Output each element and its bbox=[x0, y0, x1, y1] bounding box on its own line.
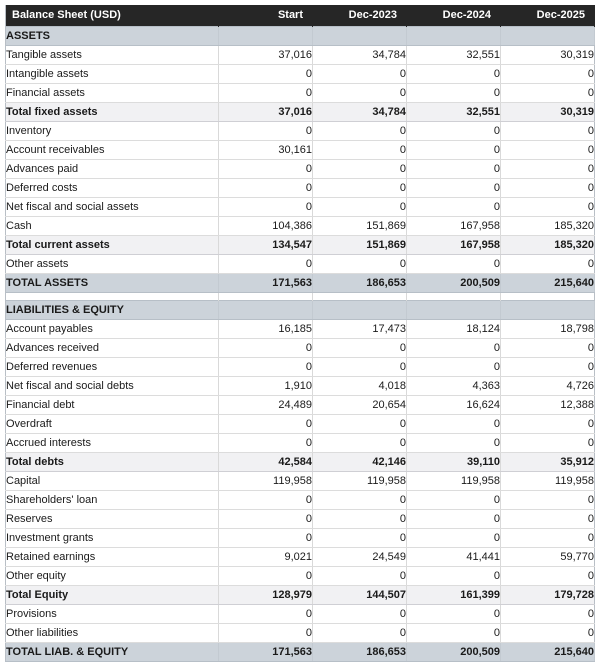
row-value: 0 bbox=[407, 529, 501, 548]
row-value: 179,728 bbox=[501, 586, 595, 605]
row-value: 0 bbox=[219, 198, 313, 217]
row-value: 37,016 bbox=[219, 103, 313, 122]
row-label: Deferred revenues bbox=[6, 358, 219, 377]
row-value: 18,124 bbox=[407, 320, 501, 339]
row-value: 0 bbox=[219, 179, 313, 198]
row-value: 0 bbox=[313, 358, 407, 377]
table-row bbox=[6, 624, 595, 643]
row-value: 4,363 bbox=[407, 377, 501, 396]
subtotal-row bbox=[6, 453, 595, 472]
row-label: Other equity bbox=[6, 567, 219, 586]
table-row bbox=[6, 491, 595, 510]
row-value: 134,547 bbox=[219, 236, 313, 255]
row-value: 0 bbox=[501, 198, 595, 217]
table-row bbox=[6, 122, 595, 141]
row-value: 0 bbox=[501, 567, 595, 586]
row-value: 119,958 bbox=[219, 472, 313, 491]
row-value: 0 bbox=[407, 567, 501, 586]
row-value: 0 bbox=[219, 434, 313, 453]
column-header-dec-2024: Dec-2024 bbox=[407, 5, 501, 27]
row-value: 30,161 bbox=[219, 141, 313, 160]
row-value: 0 bbox=[219, 510, 313, 529]
balance-sheet-container bbox=[5, 5, 594, 662]
table-row bbox=[6, 396, 595, 415]
row-label: Total Equity bbox=[6, 586, 219, 605]
row-value: 0 bbox=[501, 415, 595, 434]
table-row bbox=[6, 358, 595, 377]
row-value: 34,784 bbox=[313, 103, 407, 122]
row-value: 0 bbox=[501, 255, 595, 274]
row-value: 128,979 bbox=[219, 586, 313, 605]
row-value: 215,640 bbox=[501, 643, 595, 662]
row-value: 0 bbox=[219, 339, 313, 358]
row-value: 0 bbox=[407, 415, 501, 434]
row-value: 0 bbox=[501, 510, 595, 529]
row-value: 32,551 bbox=[407, 103, 501, 122]
row-value: 0 bbox=[407, 510, 501, 529]
row-value: 9,021 bbox=[219, 548, 313, 567]
row-value: 171,563 bbox=[219, 274, 313, 293]
row-value: 0 bbox=[313, 84, 407, 103]
row-value: 0 bbox=[313, 179, 407, 198]
table-row bbox=[6, 377, 595, 396]
table-row bbox=[6, 141, 595, 160]
row-value: 0 bbox=[501, 160, 595, 179]
row-label: Inventory bbox=[6, 122, 219, 141]
row-value: 185,320 bbox=[501, 236, 595, 255]
row-value bbox=[313, 301, 407, 320]
row-label: Total debts bbox=[6, 453, 219, 472]
row-value: 0 bbox=[501, 122, 595, 141]
table-row bbox=[6, 65, 595, 84]
row-value: 0 bbox=[313, 198, 407, 217]
row-value: 0 bbox=[407, 198, 501, 217]
row-value: 0 bbox=[219, 415, 313, 434]
section-row bbox=[6, 27, 595, 46]
row-value: 185,320 bbox=[501, 217, 595, 236]
section-row bbox=[6, 643, 595, 662]
table-row bbox=[6, 472, 595, 491]
row-value: 0 bbox=[407, 605, 501, 624]
row-value bbox=[219, 27, 313, 46]
row-label: Total current assets bbox=[6, 236, 219, 255]
row-label: Financial assets bbox=[6, 84, 219, 103]
table-row bbox=[6, 605, 595, 624]
row-value: 0 bbox=[219, 358, 313, 377]
row-label: Retained earnings bbox=[6, 548, 219, 567]
row-value: 4,018 bbox=[313, 377, 407, 396]
row-value: 0 bbox=[501, 358, 595, 377]
row-value: 37,016 bbox=[219, 46, 313, 65]
row-value: 119,958 bbox=[407, 472, 501, 491]
row-value: 0 bbox=[407, 358, 501, 377]
table-header bbox=[6, 5, 595, 27]
row-value: 0 bbox=[219, 84, 313, 103]
row-label: Investment grants bbox=[6, 529, 219, 548]
row-value: 0 bbox=[501, 84, 595, 103]
column-header-dec-2023: Dec-2023 bbox=[313, 5, 407, 27]
row-label: Net fiscal and social debts bbox=[6, 377, 219, 396]
table-row bbox=[6, 339, 595, 358]
row-label: Financial debt bbox=[6, 396, 219, 415]
row-value: 167,958 bbox=[407, 236, 501, 255]
row-value bbox=[313, 293, 407, 301]
row-value: 0 bbox=[501, 624, 595, 643]
row-value: 0 bbox=[501, 434, 595, 453]
row-value: 0 bbox=[313, 434, 407, 453]
row-value: 0 bbox=[407, 84, 501, 103]
row-label bbox=[6, 293, 219, 301]
row-value: 42,146 bbox=[313, 453, 407, 472]
section-row bbox=[6, 301, 595, 320]
row-label: Cash bbox=[6, 217, 219, 236]
row-label: Reserves bbox=[6, 510, 219, 529]
row-value: 39,110 bbox=[407, 453, 501, 472]
row-value: 151,869 bbox=[313, 236, 407, 255]
table-row bbox=[6, 567, 595, 586]
balance-sheet-table bbox=[5, 5, 595, 662]
row-value: 0 bbox=[407, 339, 501, 358]
row-value: 0 bbox=[407, 141, 501, 160]
section-row bbox=[6, 274, 595, 293]
row-value: 34,784 bbox=[313, 46, 407, 65]
row-label: Account receivables bbox=[6, 141, 219, 160]
row-value: 0 bbox=[219, 160, 313, 179]
row-label: Shareholders' loan bbox=[6, 491, 219, 510]
row-value: 0 bbox=[313, 415, 407, 434]
row-value: 16,185 bbox=[219, 320, 313, 339]
row-value bbox=[219, 293, 313, 301]
row-value: 0 bbox=[219, 255, 313, 274]
row-value: 35,912 bbox=[501, 453, 595, 472]
row-value: 0 bbox=[407, 160, 501, 179]
row-value bbox=[407, 293, 501, 301]
table-row bbox=[6, 46, 595, 65]
row-value: 0 bbox=[313, 491, 407, 510]
row-value: 0 bbox=[313, 510, 407, 529]
row-label: Account payables bbox=[6, 320, 219, 339]
row-value bbox=[501, 301, 595, 320]
row-value: 0 bbox=[219, 122, 313, 141]
row-value bbox=[407, 27, 501, 46]
row-value: 215,640 bbox=[501, 274, 595, 293]
row-label: LIABILITIES & EQUITY bbox=[6, 301, 219, 320]
table-row bbox=[6, 434, 595, 453]
row-value: 171,563 bbox=[219, 643, 313, 662]
row-label: Advances received bbox=[6, 339, 219, 358]
table-row bbox=[6, 217, 595, 236]
row-value: 161,399 bbox=[407, 586, 501, 605]
row-value: 30,319 bbox=[501, 103, 595, 122]
row-value: 0 bbox=[313, 624, 407, 643]
row-label: Overdraft bbox=[6, 415, 219, 434]
row-value: 186,653 bbox=[313, 643, 407, 662]
table-row bbox=[6, 529, 595, 548]
table-row bbox=[6, 84, 595, 103]
row-value: 0 bbox=[313, 605, 407, 624]
row-value bbox=[501, 27, 595, 46]
row-value: 0 bbox=[501, 529, 595, 548]
table-row bbox=[6, 548, 595, 567]
row-value: 1,910 bbox=[219, 377, 313, 396]
row-value: 0 bbox=[501, 141, 595, 160]
row-label: Advances paid bbox=[6, 160, 219, 179]
row-value: 30,319 bbox=[501, 46, 595, 65]
row-label: TOTAL LIAB. & EQUITY bbox=[6, 643, 219, 662]
row-value: 32,551 bbox=[407, 46, 501, 65]
row-value: 0 bbox=[219, 567, 313, 586]
row-value: 144,507 bbox=[313, 586, 407, 605]
row-label: Total fixed assets bbox=[6, 103, 219, 122]
row-value bbox=[313, 27, 407, 46]
row-label: Intangible assets bbox=[6, 65, 219, 84]
row-value: 151,869 bbox=[313, 217, 407, 236]
row-label: Provisions bbox=[6, 605, 219, 624]
row-value: 0 bbox=[313, 529, 407, 548]
row-value bbox=[501, 293, 595, 301]
row-value: 0 bbox=[407, 434, 501, 453]
row-value: 42,584 bbox=[219, 453, 313, 472]
row-value: 0 bbox=[407, 122, 501, 141]
table-row bbox=[6, 415, 595, 434]
row-value: 104,386 bbox=[219, 217, 313, 236]
row-label: Other liabilities bbox=[6, 624, 219, 643]
row-value: 0 bbox=[313, 141, 407, 160]
row-label: Accrued interests bbox=[6, 434, 219, 453]
row-value: 16,624 bbox=[407, 396, 501, 415]
subtotal-row bbox=[6, 103, 595, 122]
row-value: 200,509 bbox=[407, 274, 501, 293]
row-value: 0 bbox=[313, 122, 407, 141]
table-row bbox=[6, 198, 595, 217]
header-row bbox=[6, 5, 595, 27]
row-value: 0 bbox=[219, 65, 313, 84]
row-value: 0 bbox=[501, 605, 595, 624]
row-value bbox=[219, 301, 313, 320]
row-value: 0 bbox=[407, 65, 501, 84]
column-header-dec-2025: Dec-2025 bbox=[501, 5, 595, 27]
table-title: Balance Sheet (USD) bbox=[6, 5, 219, 27]
row-value: 119,958 bbox=[501, 472, 595, 491]
row-value: 0 bbox=[313, 567, 407, 586]
row-label: ASSETS bbox=[6, 27, 219, 46]
table-body bbox=[6, 27, 595, 662]
row-label: TOTAL ASSETS bbox=[6, 274, 219, 293]
row-value: 0 bbox=[219, 491, 313, 510]
table-row bbox=[6, 320, 595, 339]
column-header-start: Start bbox=[219, 5, 313, 27]
table-row bbox=[6, 255, 595, 274]
row-value: 12,388 bbox=[501, 396, 595, 415]
row-label: Tangible assets bbox=[6, 46, 219, 65]
row-value: 0 bbox=[501, 491, 595, 510]
subtotal-row bbox=[6, 236, 595, 255]
row-value: 119,958 bbox=[313, 472, 407, 491]
row-value: 0 bbox=[219, 624, 313, 643]
row-value: 18,798 bbox=[501, 320, 595, 339]
row-value: 200,509 bbox=[407, 643, 501, 662]
row-label: Deferred costs bbox=[6, 179, 219, 198]
row-value: 0 bbox=[407, 179, 501, 198]
row-value: 4,726 bbox=[501, 377, 595, 396]
row-value: 0 bbox=[313, 160, 407, 179]
row-value: 0 bbox=[313, 255, 407, 274]
row-value: 167,958 bbox=[407, 217, 501, 236]
row-value: 41,441 bbox=[407, 548, 501, 567]
table-row bbox=[6, 160, 595, 179]
row-value: 0 bbox=[313, 339, 407, 358]
row-value: 0 bbox=[501, 339, 595, 358]
row-value: 0 bbox=[501, 179, 595, 198]
row-value: 186,653 bbox=[313, 274, 407, 293]
table-row bbox=[6, 510, 595, 529]
row-value: 0 bbox=[313, 65, 407, 84]
row-value: 0 bbox=[407, 255, 501, 274]
row-value: 20,654 bbox=[313, 396, 407, 415]
spacer-row bbox=[6, 293, 595, 301]
row-label: Other assets bbox=[6, 255, 219, 274]
row-label: Net fiscal and social assets bbox=[6, 198, 219, 217]
row-value: 24,489 bbox=[219, 396, 313, 415]
row-value: 59,770 bbox=[501, 548, 595, 567]
row-value: 0 bbox=[501, 65, 595, 84]
row-value: 0 bbox=[407, 624, 501, 643]
row-value bbox=[407, 301, 501, 320]
row-value: 24,549 bbox=[313, 548, 407, 567]
row-value: 0 bbox=[407, 491, 501, 510]
table-row bbox=[6, 179, 595, 198]
row-value: 0 bbox=[219, 529, 313, 548]
subtotal-row bbox=[6, 586, 595, 605]
row-value: 17,473 bbox=[313, 320, 407, 339]
row-label: Capital bbox=[6, 472, 219, 491]
row-value: 0 bbox=[219, 605, 313, 624]
